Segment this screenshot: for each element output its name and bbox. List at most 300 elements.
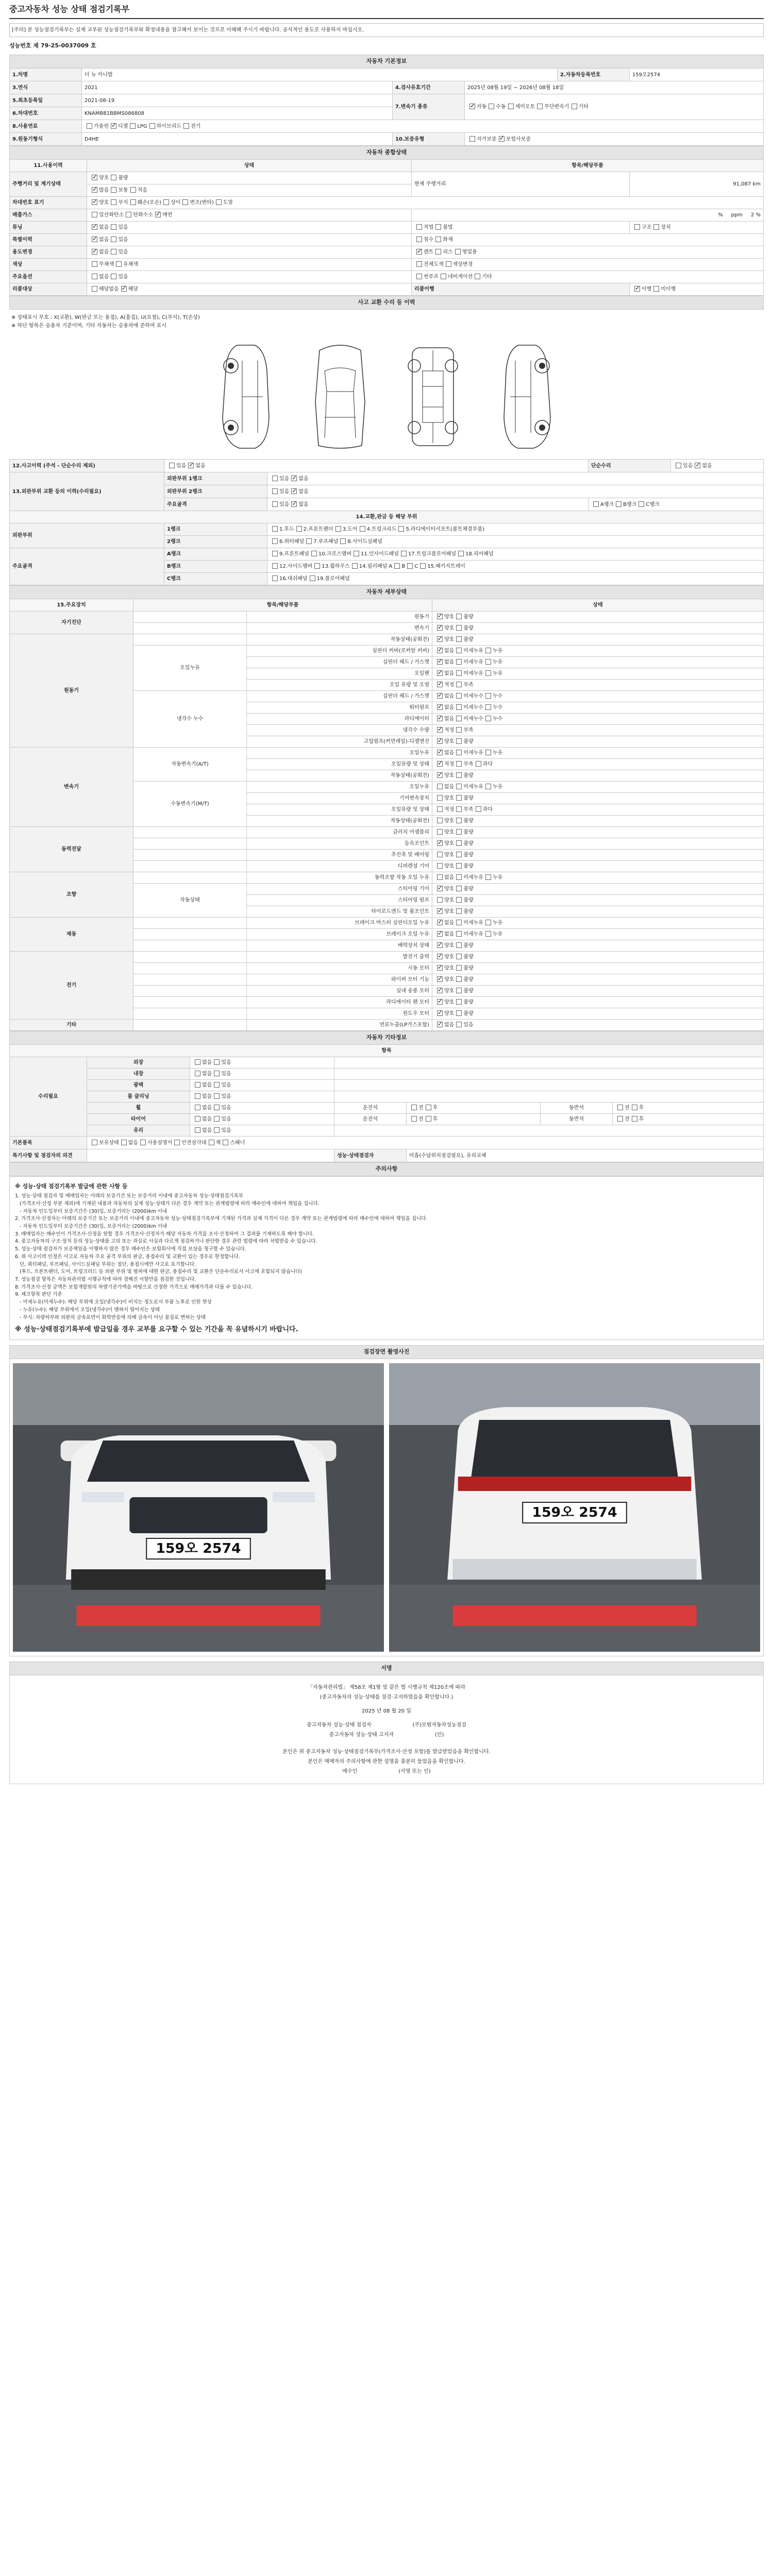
checkbox[interactable] <box>437 840 443 846</box>
option-label: 불량 <box>463 897 474 904</box>
checkbox[interactable] <box>195 1059 200 1065</box>
accident-legend <box>9 310 764 334</box>
checkbox[interactable] <box>456 988 462 993</box>
checkbox[interactable] <box>456 942 462 948</box>
checkbox[interactable] <box>456 795 462 801</box>
checkbox[interactable] <box>456 965 462 971</box>
checkbox[interactable] <box>499 136 505 142</box>
checkbox[interactable] <box>485 931 491 937</box>
checkbox[interactable] <box>111 123 116 129</box>
checkbox[interactable] <box>437 886 443 891</box>
checkbox[interactable] <box>485 648 491 653</box>
checkbox[interactable] <box>632 1116 637 1122</box>
checkbox[interactable] <box>437 965 443 971</box>
mileage-gauge-options <box>87 172 412 184</box>
detail-state-header: 상태 <box>432 599 764 612</box>
checkbox[interactable] <box>92 1140 97 1145</box>
checkbox[interactable] <box>456 659 462 665</box>
checkbox[interactable] <box>214 1093 220 1099</box>
checkbox[interactable] <box>537 104 543 109</box>
section-sign: 서명 <box>10 1662 764 1675</box>
checkbox[interactable] <box>223 1140 228 1145</box>
checkbox[interactable] <box>437 648 443 653</box>
checkbox[interactable] <box>435 249 441 255</box>
checkbox[interactable] <box>416 236 422 242</box>
checkbox[interactable] <box>634 286 640 292</box>
checkbox[interactable] <box>272 538 278 544</box>
checkbox[interactable] <box>676 463 681 468</box>
checkbox[interactable] <box>485 784 491 789</box>
ext-left-label: 운전석 <box>334 1103 407 1114</box>
checkbox[interactable] <box>398 526 404 532</box>
checkbox[interactable] <box>163 199 169 205</box>
option-label: 누유 <box>492 750 503 756</box>
option-label: 무단변속기 <box>544 104 569 110</box>
checkbox[interactable] <box>92 261 97 267</box>
checkbox[interactable] <box>441 274 446 279</box>
caution-line: 1. 성능·상태 점검자 및 매매업자는 아래의 보증기간 또는 보증거리 이내에 중고자동차 성능·상태점검기록부 <box>15 1193 243 1199</box>
checkbox[interactable] <box>401 551 407 556</box>
other-empty <box>334 1057 764 1069</box>
checkbox[interactable] <box>456 704 462 710</box>
other-empty <box>334 1080 764 1091</box>
simple-repair-label: 단순수리 <box>589 460 671 472</box>
checkbox[interactable] <box>155 212 161 217</box>
checkbox[interactable] <box>476 761 481 767</box>
checkbox[interactable] <box>126 212 131 217</box>
caution-line: 단, 쿼터패널, 루프패널, 사이드실패널 부위는 절단, 용접시에만 사고로 표기합니다. <box>15 1261 196 1267</box>
caution-line: - 부식: 차량하부와 외판의 금속표면이 화학반응에 의해 금속이 아닌 물질로 변하는 상태 <box>15 1314 206 1320</box>
checkbox[interactable] <box>489 104 494 109</box>
checkbox[interactable] <box>437 682 443 687</box>
checkbox[interactable] <box>87 123 92 129</box>
option-label: 적정 <box>444 727 455 734</box>
detail-item: 오일유량 및 상태 <box>247 759 432 770</box>
sign-line-2: (중고자동차의 성능·상태를 점검·고지하였음을 확인합니다.) <box>320 1694 453 1700</box>
detail-state <box>432 702 764 714</box>
checkbox[interactable] <box>195 1093 200 1099</box>
checkbox[interactable] <box>394 563 400 569</box>
detail-item: 와이퍼 모터 기능 <box>247 974 432 986</box>
checkbox[interactable] <box>456 920 462 925</box>
checkbox[interactable] <box>456 908 462 914</box>
option-label: 누유 <box>492 659 503 666</box>
checkbox[interactable] <box>475 274 480 279</box>
checkbox[interactable] <box>456 727 462 733</box>
checkbox[interactable] <box>407 563 413 569</box>
checkbox[interactable] <box>214 1105 220 1110</box>
checkbox[interactable] <box>485 874 491 880</box>
checkbox[interactable] <box>140 1140 146 1145</box>
checkbox[interactable] <box>437 954 443 959</box>
checkbox[interactable] <box>485 693 491 699</box>
checkbox[interactable] <box>310 575 315 581</box>
checkbox[interactable] <box>616 501 621 507</box>
option-label: 없음 <box>202 1071 212 1077</box>
opinion-value <box>87 1149 334 1162</box>
recall-done-options <box>630 283 764 296</box>
checkbox[interactable] <box>437 704 443 710</box>
detail-state <box>432 725 764 736</box>
checkbox[interactable] <box>446 261 451 267</box>
checkbox[interactable] <box>354 551 359 556</box>
checkbox[interactable] <box>593 501 599 507</box>
parts-rank: 1랭크 <box>164 523 267 536</box>
checkbox[interactable] <box>352 563 358 569</box>
cautions-header <box>9 1162 764 1176</box>
checkbox[interactable] <box>456 682 462 687</box>
checkbox[interactable] <box>437 852 443 857</box>
checkbox[interactable] <box>458 551 464 556</box>
checkbox[interactable] <box>182 199 188 205</box>
checkbox[interactable] <box>695 463 700 468</box>
checkbox[interactable] <box>456 897 462 903</box>
checkbox[interactable] <box>437 784 443 789</box>
checkbox[interactable] <box>116 261 122 267</box>
checkbox[interactable] <box>437 829 443 835</box>
checkbox[interactable] <box>437 625 443 631</box>
checkbox[interactable] <box>437 750 443 755</box>
checkbox[interactable] <box>456 840 462 846</box>
checkbox[interactable] <box>92 199 97 205</box>
detail-sub: 작동상태 <box>133 884 247 918</box>
option-label: 미세누수 <box>463 716 483 722</box>
checkbox[interactable] <box>272 563 278 569</box>
detail-sub: 오일누유 <box>133 646 247 691</box>
checkbox[interactable] <box>435 236 441 242</box>
checkbox[interactable] <box>437 1010 443 1016</box>
checkbox[interactable] <box>296 526 302 532</box>
checkbox[interactable] <box>130 123 136 129</box>
vin-stamp-label: 차대번호 표기 <box>10 197 87 209</box>
legend-line-1: ※ 상태표시 부호 : X(교환), W(판금 또는 용접), A(흠집), U(요철), C(부식), T(손상) <box>11 315 200 321</box>
checkbox[interactable] <box>272 501 278 507</box>
checkbox[interactable] <box>456 999 462 1005</box>
checkbox[interactable] <box>485 750 491 755</box>
checkbox[interactable] <box>360 526 365 532</box>
checkbox[interactable] <box>456 636 462 642</box>
option-label: 양호 <box>444 897 455 904</box>
checkbox[interactable] <box>92 236 97 242</box>
checkbox[interactable] <box>437 716 443 721</box>
checkbox[interactable] <box>437 761 443 767</box>
checkbox[interactable] <box>485 659 491 665</box>
checkbox[interactable] <box>456 874 462 880</box>
use-change-options <box>87 246 412 259</box>
accident-options <box>164 460 589 472</box>
checkbox[interactable] <box>437 942 443 948</box>
checkbox[interactable] <box>214 1059 220 1065</box>
checkbox[interactable] <box>121 1140 127 1145</box>
checkbox[interactable] <box>437 920 443 925</box>
option-label: 있음 <box>221 1060 231 1066</box>
checkbox[interactable] <box>456 716 462 721</box>
checkbox[interactable] <box>195 1105 200 1110</box>
detail-item: 배력장치 상태 <box>247 940 432 952</box>
checkbox[interactable] <box>456 806 462 812</box>
checkbox[interactable] <box>272 551 278 556</box>
checkbox[interactable] <box>411 1116 417 1122</box>
checkbox[interactable] <box>456 761 462 767</box>
detail-item: 라디에이터 <box>247 714 432 725</box>
checkbox[interactable] <box>437 908 443 914</box>
checkbox[interactable] <box>111 187 116 193</box>
checkbox[interactable] <box>416 261 422 267</box>
checkbox[interactable] <box>291 476 297 481</box>
checkbox[interactable] <box>214 1071 220 1076</box>
option-label: 스패너 <box>230 1140 245 1146</box>
checkbox[interactable] <box>195 1116 200 1122</box>
option-label: 없음 <box>202 1060 212 1066</box>
option-label: 부족 <box>463 761 474 768</box>
checkbox[interactable] <box>437 931 443 937</box>
detail-state <box>432 827 764 838</box>
checkbox[interactable] <box>437 795 443 801</box>
detail-state <box>432 770 764 782</box>
option-label: 보험사보증 <box>506 136 531 142</box>
detail-state <box>432 736 764 748</box>
checkbox[interactable] <box>437 818 443 823</box>
checkbox[interactable] <box>485 716 491 721</box>
checkbox[interactable] <box>437 693 443 699</box>
option-label: 렌트 <box>424 249 434 256</box>
checkbox[interactable] <box>111 175 116 180</box>
checkbox[interactable] <box>111 224 116 230</box>
checkbox[interactable] <box>92 274 97 279</box>
checkbox[interactable] <box>456 1022 462 1027</box>
checkbox[interactable] <box>188 463 194 468</box>
checkbox[interactable] <box>456 772 462 778</box>
checkbox[interactable] <box>306 538 312 544</box>
caution-line: - 자동차 인도일부터 보증기간은 (30)일, 보증거리는 (2000)km 이내 <box>15 1208 167 1214</box>
checkbox[interactable] <box>617 1105 623 1110</box>
checkbox[interactable] <box>130 187 136 193</box>
checkbox[interactable] <box>437 999 443 1005</box>
pricer-value: (인) <box>435 1732 444 1738</box>
checkbox[interactable] <box>456 784 462 789</box>
checkbox[interactable] <box>209 1140 214 1145</box>
checkbox[interactable] <box>272 526 278 532</box>
checkbox[interactable] <box>634 224 640 230</box>
checkbox[interactable] <box>416 249 422 255</box>
checkbox[interactable] <box>508 104 514 109</box>
checkbox[interactable] <box>272 575 278 581</box>
detail-item: 실내 송풍 모터 <box>247 986 432 997</box>
checkbox[interactable] <box>456 648 462 653</box>
checkbox[interactable] <box>437 874 443 880</box>
checkbox[interactable] <box>632 1105 637 1110</box>
detail-state <box>432 748 764 759</box>
checkbox[interactable] <box>214 1127 220 1133</box>
checkbox[interactable] <box>437 636 443 642</box>
checkbox[interactable] <box>456 738 462 744</box>
option-label: 있음 <box>279 488 290 495</box>
outer-panel-group: 외판부위 <box>10 523 164 548</box>
checkbox[interactable] <box>92 212 97 217</box>
checkbox[interactable] <box>456 670 462 676</box>
option-label: 가솔린 <box>94 123 109 129</box>
checkbox[interactable] <box>456 693 462 699</box>
checkbox[interactable] <box>216 199 222 205</box>
detail-group: 변속기 <box>10 748 133 827</box>
detail-item: 워터펌프 <box>247 702 432 714</box>
detail-state <box>432 612 764 623</box>
detail-state <box>432 816 764 827</box>
checkbox[interactable] <box>469 104 475 109</box>
checkbox[interactable] <box>314 563 320 569</box>
main-option-label: 주요옵션 <box>10 271 87 283</box>
checkbox[interactable] <box>456 1010 462 1016</box>
checkbox[interactable] <box>456 852 462 857</box>
option-label: 미세누유 <box>463 931 483 938</box>
checkbox[interactable] <box>456 750 462 755</box>
parts-rank: B랭크 <box>164 561 267 573</box>
checkbox[interactable] <box>130 199 136 205</box>
option-label: 없음 <box>444 648 455 654</box>
checkbox[interactable] <box>456 614 462 619</box>
checkbox[interactable] <box>437 727 443 733</box>
checkbox[interactable] <box>437 1022 443 1027</box>
other-empty <box>334 1069 764 1080</box>
checkbox[interactable] <box>437 738 443 744</box>
checkbox[interactable] <box>485 704 491 710</box>
checkbox[interactable] <box>416 224 422 230</box>
option-label: 세미오토 <box>515 104 535 110</box>
accident-table <box>9 296 764 310</box>
sign-header <box>9 1662 764 1675</box>
checkbox[interactable] <box>617 1116 623 1122</box>
checkbox[interactable] <box>485 920 491 925</box>
checkbox[interactable] <box>456 976 462 982</box>
checkbox[interactable] <box>111 199 116 205</box>
option-label: 후 <box>432 1116 438 1123</box>
checkbox[interactable] <box>121 286 127 292</box>
checkbox[interactable] <box>485 670 491 676</box>
option-label: 전 <box>625 1116 630 1123</box>
checkbox[interactable] <box>92 286 97 292</box>
checkbox[interactable] <box>411 1105 417 1110</box>
option-label: 누수 <box>492 716 503 722</box>
checkbox[interactable] <box>456 886 462 891</box>
checkbox[interactable] <box>638 501 644 507</box>
checkbox[interactable] <box>195 1127 200 1133</box>
inspector-status-value: 미흡(수납위치점검필요), 유리교체 <box>407 1149 764 1162</box>
checkbox[interactable] <box>195 1071 200 1076</box>
legend-line-2: ※ 하단 항목은 승용차 기준이며, 기타 자동차는 승용차에 준하여 표시 <box>11 323 166 329</box>
checkbox[interactable] <box>476 806 481 812</box>
detail-item: 오일누유 <box>247 748 432 759</box>
checkbox[interactable] <box>456 863 462 869</box>
checkbox[interactable] <box>195 1082 200 1088</box>
detail-item: 디퍼렌셜 기어 <box>247 861 432 872</box>
car-diagram <box>9 337 764 456</box>
option-label: 있음 <box>221 1116 231 1123</box>
checkbox[interactable] <box>214 1082 220 1088</box>
checkbox[interactable] <box>92 249 97 255</box>
pricer-label: 중고자동차 성능·상태 고지자 <box>329 1732 394 1738</box>
option-label: 있음 <box>118 237 128 243</box>
state-header: 상태 <box>87 160 412 172</box>
checkbox[interactable] <box>437 976 443 982</box>
detail-rows <box>10 612 764 1031</box>
checkbox[interactable] <box>174 1140 180 1145</box>
part-label: 13.휠하우스 <box>322 564 350 570</box>
option-label: 없음 <box>444 875 455 881</box>
checkbox[interactable] <box>653 224 659 230</box>
detail-group: 기타 <box>10 1020 133 1031</box>
checkbox[interactable] <box>311 551 317 556</box>
option-label: 안전삼각대 <box>181 1140 207 1146</box>
checkbox[interactable] <box>437 988 443 993</box>
checkbox[interactable] <box>469 136 475 142</box>
option-label: 양호 <box>444 829 455 836</box>
color-options <box>87 259 412 271</box>
checkbox[interactable] <box>456 625 462 631</box>
checkbox[interactable] <box>214 1116 220 1122</box>
checkbox[interactable] <box>111 236 116 242</box>
checkbox[interactable] <box>456 829 462 835</box>
checkbox[interactable] <box>335 526 341 532</box>
option-label: 없음 <box>202 1105 212 1111</box>
detail-sub-empty <box>133 963 247 974</box>
checkbox[interactable] <box>340 538 346 544</box>
option-label: 훼손(오손) <box>137 200 162 206</box>
checkbox[interactable] <box>111 249 116 255</box>
checkbox[interactable] <box>272 488 278 494</box>
option-label: 있음 <box>279 476 290 482</box>
checkbox[interactable] <box>426 1116 431 1122</box>
option-label: 있음 <box>279 501 290 507</box>
checkbox[interactable] <box>92 224 97 230</box>
checkbox[interactable] <box>111 274 116 279</box>
detail-group: 원동기 <box>10 634 133 748</box>
checkbox[interactable] <box>653 286 659 292</box>
checkbox[interactable] <box>437 659 443 665</box>
checkbox[interactable] <box>456 818 462 823</box>
other-state <box>190 1125 334 1137</box>
checkbox[interactable] <box>272 476 278 481</box>
option-label: 있음 <box>221 1105 231 1111</box>
sign-date: 2025 년 08 월 20 일 <box>362 1708 411 1714</box>
checkbox[interactable] <box>426 1105 431 1110</box>
checkbox[interactable] <box>169 463 175 468</box>
detail-sub-empty <box>133 929 247 940</box>
checkbox[interactable] <box>416 274 422 279</box>
checkbox[interactable] <box>435 224 441 230</box>
checkbox[interactable] <box>456 954 462 959</box>
option-label: 적정 <box>444 807 455 813</box>
checkbox[interactable] <box>420 563 426 569</box>
option-label: 썬루프 <box>424 274 439 280</box>
checkbox[interactable] <box>572 104 577 109</box>
checkbox[interactable] <box>437 897 443 903</box>
checkbox[interactable] <box>455 249 461 255</box>
detail-item: 냉각수 수량 <box>247 725 432 736</box>
checkbox[interactable] <box>437 772 443 778</box>
checkbox[interactable] <box>291 501 297 507</box>
checkbox[interactable] <box>92 175 97 180</box>
checkbox[interactable] <box>437 670 443 676</box>
checkbox[interactable] <box>149 123 155 129</box>
checkbox[interactable] <box>92 187 97 193</box>
checkbox[interactable] <box>291 488 297 494</box>
accident-label: 12.사고이력 (주석 - 단순수리 제외) <box>10 460 164 472</box>
checkbox[interactable] <box>437 806 443 812</box>
checkbox[interactable] <box>183 123 189 129</box>
checkbox[interactable] <box>456 931 462 937</box>
checkbox[interactable] <box>437 614 443 619</box>
checkbox[interactable] <box>437 863 443 869</box>
